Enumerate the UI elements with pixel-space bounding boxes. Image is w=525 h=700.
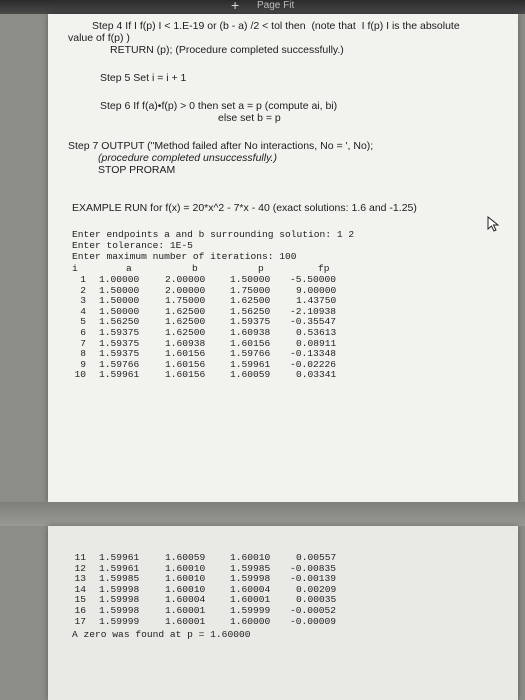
cell-i: 4 (80, 305, 86, 317)
mouse-pointer-icon (487, 216, 501, 237)
step7-line3: STOP PRORAM (98, 164, 176, 176)
cell-b: 2.00000 (165, 284, 206, 296)
cell-b: 1.62500 (165, 327, 206, 338)
cell-p: 1.59766 (230, 348, 271, 360)
cell-i: 7 (80, 337, 86, 349)
cell-p: 1.75000 (230, 284, 271, 296)
add-page-button[interactable]: + (231, 0, 240, 13)
table-row (72, 348, 372, 359)
prompt-endpoints: Enter endpoints a and b surrounding solution: 1 2 (72, 229, 355, 240)
cell-p: 1.59999 (230, 605, 271, 616)
cell-i: 12 (74, 562, 86, 574)
cell-i: 14 (74, 583, 86, 595)
cell-p: 1.60938 (230, 327, 271, 338)
cell-b: 1.60001 (165, 615, 206, 627)
table-row (72, 552, 372, 563)
table-row (72, 369, 372, 380)
cell-fp: -5.50000 (290, 274, 337, 285)
step5: Step 5 Set i = i + 1 (100, 72, 187, 84)
cell-fp: 0.03341 (296, 369, 337, 381)
step4-line1: Step 4 If I f(p) I < 1.E-19 or (b - a) /2 < tol then (note that I f(p) I is the absolute (92, 20, 460, 32)
table-row (72, 605, 372, 616)
cell-b: 1.60004 (165, 594, 206, 606)
cell-i: 2 (80, 284, 86, 296)
cell-i: 1 (80, 274, 86, 285)
table-row (72, 306, 372, 317)
cell-a: 1.59961 (99, 562, 140, 574)
cell-a: 1.59375 (99, 337, 140, 349)
cell-i: 5 (80, 316, 86, 328)
cell-a: 1.50000 (99, 295, 140, 307)
cell-b: 1.60001 (165, 605, 206, 616)
table-row (72, 584, 372, 595)
cell-a: 1.59985 (99, 573, 140, 585)
table-row (72, 295, 372, 306)
cell-p: 1.62500 (230, 295, 271, 307)
cell-a: 1.59766 (99, 358, 140, 370)
col-fp-header: fp (318, 263, 330, 274)
cell-fp: 1.43750 (296, 295, 337, 307)
cell-a: 1.59998 (99, 605, 140, 616)
cell-b: 2.00000 (165, 274, 206, 285)
cell-a: 1.56250 (99, 316, 140, 328)
cell-p: 1.60000 (230, 615, 271, 627)
document-page-2 (48, 526, 518, 700)
col-a-header: a (126, 263, 132, 274)
cell-p: 1.60004 (230, 583, 271, 595)
page-gap (0, 502, 525, 526)
cell-i: 16 (74, 605, 86, 616)
table-row (72, 563, 372, 574)
cell-fp: 0.08911 (296, 337, 337, 349)
cell-p: 1.59998 (230, 573, 271, 585)
col-b-header: b (192, 263, 198, 274)
cell-p: 1.60001 (230, 594, 271, 606)
step6-line2: else set b = p (218, 112, 281, 124)
table-row (72, 316, 372, 327)
cell-b: 1.60156 (165, 348, 206, 360)
cell-a: 1.59375 (99, 327, 140, 338)
cell-fp: -0.35547 (290, 316, 337, 328)
cell-a: 1.59998 (99, 583, 140, 595)
table-row (72, 594, 372, 605)
cell-a: 1.59999 (99, 615, 140, 627)
cell-i: 9 (80, 358, 86, 370)
cell-i: 10 (74, 369, 86, 381)
step7-line1: Step 7 OUTPUT ("Method failed after No interactions, No = ', No); (68, 140, 374, 152)
result-line: A zero was found at p = 1.60000 (72, 629, 251, 640)
cell-i: 6 (80, 327, 86, 338)
col-p-header: p (258, 263, 264, 274)
cell-fp: -0.00139 (290, 573, 337, 585)
cell-fp: 9.00000 (296, 284, 337, 296)
cell-p: 1.60010 (230, 552, 271, 563)
cell-a: 1.59375 (99, 348, 140, 360)
cell-a: 1.59961 (99, 552, 140, 563)
cell-fp: -2.10938 (290, 305, 337, 317)
document-page-1 (48, 14, 518, 502)
cell-a: 1.59961 (99, 369, 140, 381)
cell-a: 1.59998 (99, 594, 140, 606)
table-row (72, 573, 372, 584)
cell-p: 1.59985 (230, 562, 271, 574)
prompt-tolerance: Enter tolerance: 1E-5 (72, 240, 193, 251)
cell-b: 1.75000 (165, 295, 206, 307)
cell-a: 1.50000 (99, 284, 140, 296)
iteration-table-1 (72, 263, 372, 403)
cell-fp: -0.00835 (290, 562, 337, 574)
cell-fp: 0.00035 (296, 594, 337, 606)
cell-b: 1.60059 (165, 552, 206, 563)
cell-p: 1.56250 (230, 305, 271, 317)
cell-b: 1.60156 (165, 358, 206, 370)
cell-fp: 0.00557 (296, 552, 337, 563)
step4-line2: value of f(p) ) (68, 32, 130, 44)
cell-p: 1.60059 (230, 369, 271, 381)
step7-line2: (procedure completed unsuccessfully.) (98, 152, 277, 164)
cell-i: 8 (80, 348, 86, 360)
example-heading: EXAMPLE RUN for f(x) = 20*x^2 - 7*x - 40 (exact solutions: 1.6 and -1.25) (72, 202, 417, 214)
cell-a: 1.00000 (99, 274, 140, 285)
cell-b: 1.60010 (165, 562, 206, 574)
cell-i: 15 (74, 594, 86, 606)
step4-line3: RETURN (p); (Procedure completed successfully.) (110, 44, 344, 56)
col-i-header: i (72, 263, 78, 274)
cell-b: 1.62500 (165, 316, 206, 328)
cell-fp: -0.02226 (290, 358, 337, 370)
table-row (72, 327, 372, 338)
table-header (72, 263, 372, 274)
table-row (72, 616, 372, 627)
prompt-max-iterations: Enter maximum number of iterations: 100 (72, 251, 297, 262)
cell-b: 1.60156 (165, 369, 206, 381)
cell-p: 1.59961 (230, 358, 271, 370)
table-row (72, 359, 372, 370)
cell-b: 1.62500 (165, 305, 206, 317)
table-row (72, 338, 372, 349)
cell-fp: -0.00009 (290, 615, 337, 627)
cell-a: 1.50000 (99, 305, 140, 317)
cell-b: 1.60010 (165, 573, 206, 585)
cell-fp: -0.00052 (290, 605, 337, 616)
window-title: Page Fit (257, 0, 295, 11)
cell-i: 17 (74, 615, 86, 627)
cell-p: 1.60156 (230, 337, 271, 349)
top-toolbar (0, 0, 525, 14)
cell-fp: 0.00209 (296, 583, 337, 595)
cell-i: 3 (80, 295, 86, 307)
cell-b: 1.60938 (165, 337, 206, 349)
cell-b: 1.60010 (165, 583, 206, 595)
table-row (72, 274, 372, 285)
cell-fp: -0.13348 (290, 348, 337, 360)
cell-p: 1.59375 (230, 316, 271, 328)
cell-i: 11 (74, 552, 86, 563)
cell-fp: 0.53613 (296, 327, 337, 338)
cell-i: 13 (74, 573, 86, 585)
step6-line1: Step 6 If f(a)•f(p) > 0 then set a = p (compute ai, bi) (100, 100, 338, 112)
cell-p: 1.50000 (230, 274, 271, 285)
table-row (72, 285, 372, 296)
